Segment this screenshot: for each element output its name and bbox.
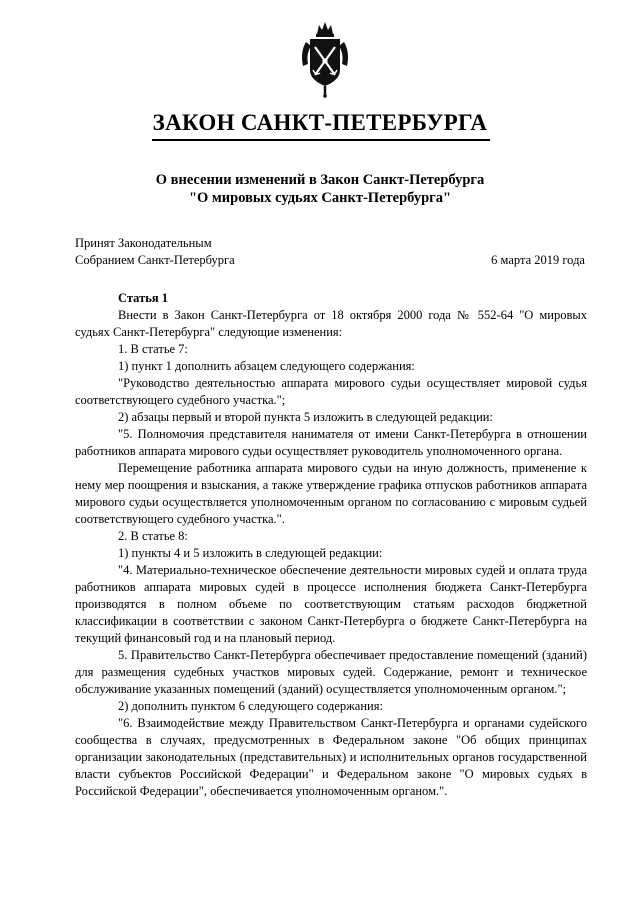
body-paragraph: 5. Правительство Санкт-Петербурга обеспечивает предоставление помещений (зданий) для размещения судебных участков мировых судей. Содержание, ремонт и техническое обслуживание указанных помещений (зданий) осуществляется уполномоченным органом.";	[75, 648, 587, 696]
coat-of-arms-icon	[298, 20, 352, 98]
title-underline	[152, 139, 490, 141]
body-paragraph: "4. Материально-техническое обеспечение деятельности мировых судей и оплата труда работников аппарата мировых судей в процессе исполнения бюджета Санкт-Петербурга производятся в полном объеме по соответствующим статьям расходов бюджетной классификации в соответствии с законом Санкт-Петербурга о бюджете Санкт-Петербурга на текущий финансовый год и на плановый период.	[75, 563, 587, 645]
body-paragraph: Внести в Закон Санкт-Петербурга от 18 октября 2000 года № 552-64 "О мировых судьях Санкт-Петербурга" следующие изменения:	[75, 308, 587, 339]
body-paragraph: 2) абзацы первый и второй пункта 5 изложить в следующей редакции:	[118, 410, 493, 424]
law-body	[75, 290, 587, 800]
adoption-line-1: Принят Законодательным	[75, 236, 212, 250]
body-paragraph: "6. Взаимодействие между Правительством Санкт-Петербурга и органами судейского сообщества в случаях, предусмотренных в Федеральном законе "Об общих принципах организации законодательных (представительных) и исполнительных органов государственной власти субъектов Российской Федерации" и Федеральном законе "О мировых судьях в Российской Федерации", обеспечивается уполномоченным органом.".	[75, 716, 587, 798]
body-paragraph: 2. В статье 8:	[118, 529, 188, 543]
body-paragraph: 1) пункт 1 дополнить абзацем следующего содержания:	[118, 359, 415, 373]
body-paragraph: "Руководство деятельностью аппарата мирового судьи осуществляет мировой судья соответствующего судебного участка.";	[75, 376, 587, 407]
body-paragraph: 1) пункты 4 и 5 изложить в следующей редакции:	[118, 546, 383, 560]
body-paragraph: 1. В статье 7:	[118, 342, 188, 356]
body-paragraph: 2) дополнить пунктом 6 следующего содержания:	[118, 699, 383, 713]
article-heading: Статья 1	[118, 291, 168, 305]
body-paragraph: "5. Полномочия представителя нанимателя от имени Санкт-Петербурга в отношении работников аппарата мирового судьи осуществляет руководитель уполномоченного органа.	[75, 427, 587, 458]
body-paragraph: Перемещение работника аппарата мирового судьи на иную должность, применение к нему мер поощрения и взыскания, а также утверждение графика отпусков работников аппарата мирового судьи осуществляется уполномоченным органом по согласованию с мировым судьей соответствующего судебного участка.".	[75, 461, 587, 526]
law-title: ЗАКОН САНКТ-ПЕТЕРБУРГА	[152, 110, 488, 135]
law-subtitle-line-2: "О мировых судьях Санкт-Петербурга"	[188, 190, 452, 206]
adoption-date: 6 марта 2019 года	[491, 253, 585, 267]
adoption-line-2: Собранием Санкт-Петербурга	[75, 253, 235, 267]
law-subtitle-line-1: О внесении изменений в Закон Санкт-Петербурга	[155, 172, 485, 188]
